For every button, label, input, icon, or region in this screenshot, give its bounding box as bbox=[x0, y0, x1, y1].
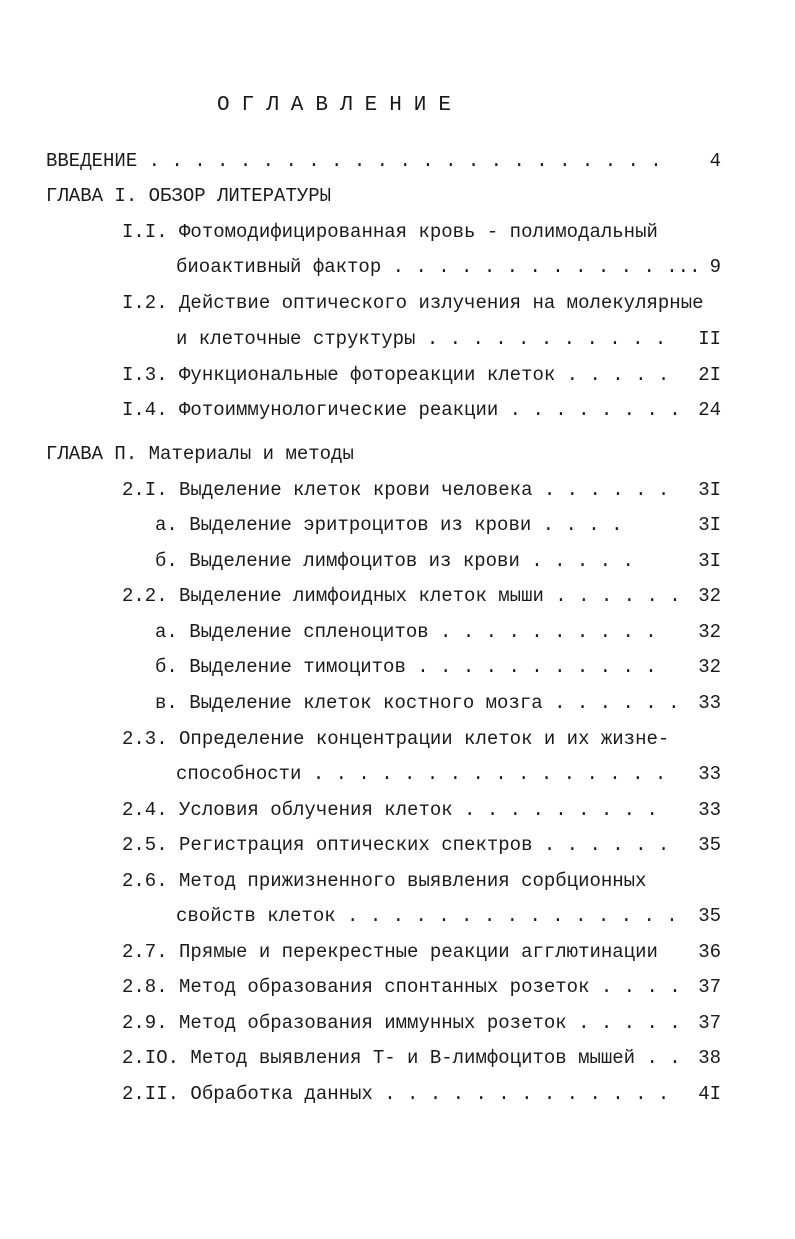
chapter-heading bbox=[0, 443, 795, 473]
toc-subentry bbox=[0, 621, 795, 651]
toc-entry bbox=[0, 292, 795, 322]
toc-entry-page: II bbox=[698, 328, 721, 350]
toc-entry-text: 2.I. Выделение клеток крови человека . . . . . . bbox=[122, 479, 670, 501]
toc-entry-text: I.2. Действие оптического излучения на молекулярные bbox=[122, 292, 704, 314]
toc-entry-page: 36 bbox=[698, 941, 721, 963]
toc-entry-page: 33 bbox=[698, 799, 721, 821]
toc-entry-text: 2.4. Условия облучения клеток . . . . . . . . . bbox=[122, 799, 658, 821]
toc-entry-text: I.4. Фотоиммунологические реакции . . . . . . . . bbox=[122, 399, 681, 421]
toc-entry-text: ВВЕДЕНИЕ . . . . . . . . . . . . . . . . . . . . . . . bbox=[46, 150, 662, 172]
toc-entry-text: а. Выделение эритроцитов из крови . . . . bbox=[155, 514, 623, 536]
toc-entry bbox=[0, 1012, 795, 1042]
toc-entry-page: 24 bbox=[698, 399, 721, 421]
toc-entry-text: и клеточные структуры . . . . . . . . . . . bbox=[176, 328, 667, 350]
toc-entry bbox=[0, 399, 795, 429]
toc-entry bbox=[0, 728, 795, 758]
toc-entry bbox=[0, 1083, 795, 1113]
toc-entry-continuation bbox=[0, 763, 795, 793]
toc-entry bbox=[0, 1047, 795, 1077]
toc-entry-text: 2.6. Метод прижизненного выявления сорбционных bbox=[122, 870, 647, 892]
toc-entry-text: 2.5. Регистрация оптических спектров . . . . . . bbox=[122, 834, 670, 856]
toc-entry-text: I.I. Фотомодифицированная кровь - полимодальный bbox=[122, 221, 658, 243]
toc-entry-page: 32 bbox=[698, 621, 721, 643]
toc-subentry bbox=[0, 692, 795, 722]
toc-entry-page: 35 bbox=[698, 834, 721, 856]
toc-subentry bbox=[0, 550, 795, 580]
toc-entry-text: в. Выделение клеток костного мозга . . . . . . bbox=[155, 692, 680, 714]
toc-entry bbox=[0, 941, 795, 971]
toc-entry-text: 2.2. Выделение лимфоидных клеток мыши . . . . . . bbox=[122, 585, 681, 607]
toc-entry-page: 37 bbox=[698, 1012, 721, 1034]
toc-entry-page: 9 bbox=[709, 256, 721, 278]
toc-entry-page: 3I bbox=[698, 514, 721, 536]
toc-entry bbox=[0, 834, 795, 864]
toc-entry-continuation bbox=[0, 328, 795, 358]
toc-entry bbox=[0, 799, 795, 829]
toc-entry-text: 2.9. Метод образования иммунных розеток . . . . . bbox=[122, 1012, 681, 1034]
toc-entry-text: 2.7. Прямые и перекрестные реакции агглютинации bbox=[122, 941, 658, 963]
toc-entry-text: 2.II. Обработка данных . . . . . . . . . . . . . bbox=[122, 1083, 670, 1105]
toc-entry-page: 38 bbox=[698, 1047, 721, 1069]
toc-entry-text: ГЛАВА П. Материалы и методы bbox=[46, 443, 354, 465]
toc-entry-page: 3I bbox=[698, 479, 721, 501]
toc-entry-text: 2.3. Определение концентрации клеток и их жизне- bbox=[122, 728, 670, 750]
toc-title: ОГЛАВЛЕНИЕ bbox=[216, 94, 464, 117]
toc-entry-text: свойств клеток . . . . . . . . . . . . . . . bbox=[176, 905, 678, 927]
toc-entry-text: 2.8. Метод образования спонтанных розеток . . . . bbox=[122, 976, 681, 998]
toc-entry-page: 32 bbox=[698, 656, 721, 678]
toc-entry-page: 37 bbox=[698, 976, 721, 998]
toc-entry-text: б. Выделение тимоцитов . . . . . . . . . . . bbox=[155, 656, 657, 678]
toc-entry-text: 2.IO. Метод выявления Т- и В-лимфоцитов мышей . . bbox=[122, 1047, 681, 1069]
toc-entry-page: 3I bbox=[698, 550, 721, 572]
toc-entry-text: ГЛАВА I. ОБЗОР ЛИТЕРАТУРЫ bbox=[46, 185, 332, 207]
toc-entry-page: 4I bbox=[698, 1083, 721, 1105]
toc-subentry bbox=[0, 514, 795, 544]
toc-entry bbox=[0, 150, 795, 180]
toc-entry bbox=[0, 221, 795, 251]
toc-entry bbox=[0, 976, 795, 1006]
toc-entry-page: 32 bbox=[698, 585, 721, 607]
chapter-heading bbox=[0, 185, 795, 215]
toc-subentry bbox=[0, 656, 795, 686]
toc-entry bbox=[0, 479, 795, 509]
toc-entry-page: 35 bbox=[698, 905, 721, 927]
toc-entry bbox=[0, 364, 795, 394]
toc-entry-continuation bbox=[0, 905, 795, 935]
toc-entry-page: 2I bbox=[698, 364, 721, 386]
toc-entry-text: б. Выделение лимфоцитов из крови . . . . . bbox=[155, 550, 634, 572]
toc-entry-page: 33 bbox=[698, 763, 721, 785]
toc-entry-text: I.3. Функциональные фотореакции клеток . . . . . bbox=[122, 364, 670, 386]
toc-entry-text: биоактивный фактор . . . . . . . . . . . . ... bbox=[176, 256, 701, 278]
toc-entry-text: способности . . . . . . . . . . . . . . . . bbox=[176, 763, 667, 785]
toc-entry bbox=[0, 585, 795, 615]
toc-entry-page: 4 bbox=[709, 150, 721, 172]
toc-entry-continuation bbox=[0, 256, 795, 286]
toc-entry-text: а. Выделение спленоцитов . . . . . . . . . . bbox=[155, 621, 657, 643]
toc-entry-page: 33 bbox=[698, 692, 721, 714]
toc-entry bbox=[0, 870, 795, 900]
